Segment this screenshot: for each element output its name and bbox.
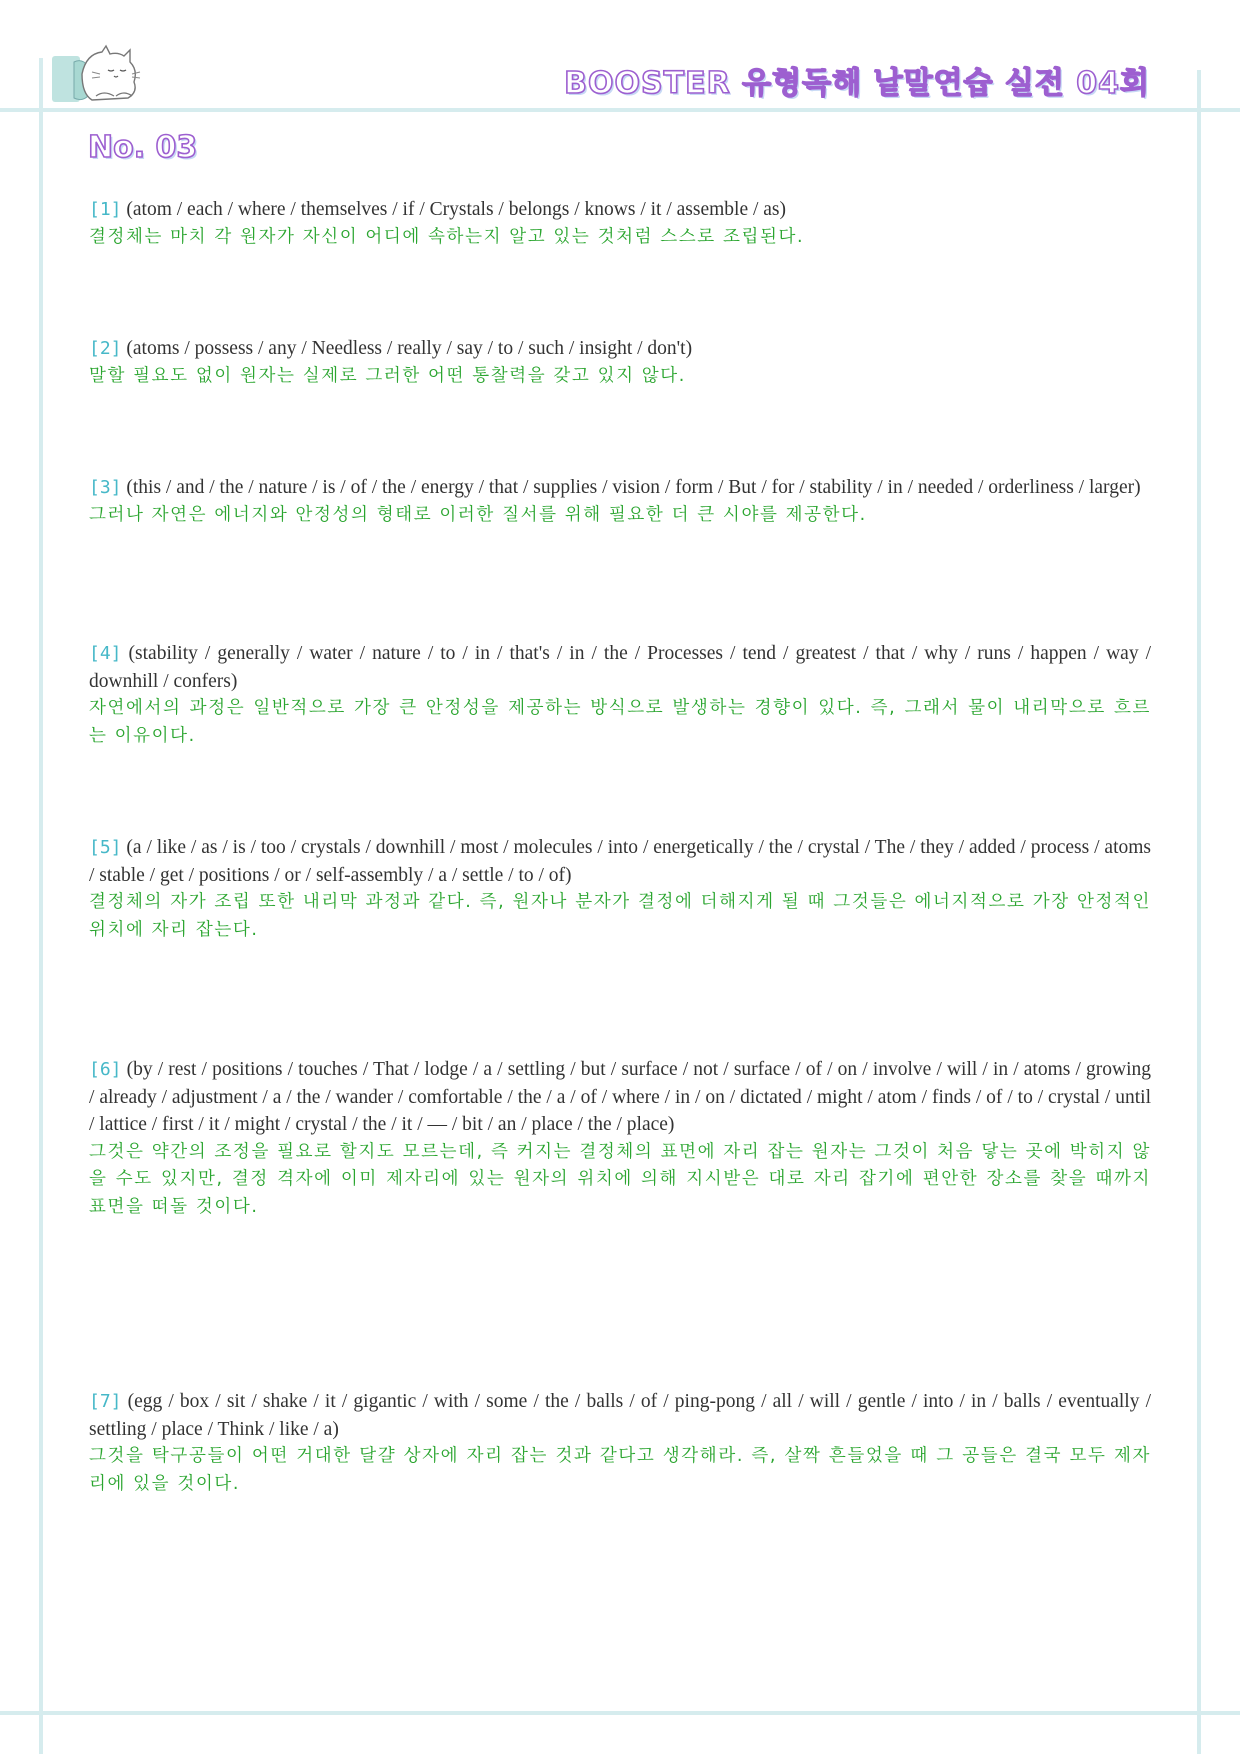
exercise-item-4 — [89, 640, 1151, 750]
korean-translation: 그러나 자연은 에너지와 안정성의 형태로 이러한 질서를 위해 필요한 더 큰 시야를 제공한다. — [89, 504, 867, 525]
exercise-item-2 — [89, 335, 1151, 390]
korean-translation: 결정체의 자가 조립 또한 내리막 과정과 같다. 즉, 원자나 분자가 결정에 더해지게 될 때 그것들은 에너지적으로 가장 안정적인 위치에 자리 잡는다. — [89, 892, 1151, 940]
scrambled-words: (atoms / possess / any / Needless / really / say / to / such / insight / don't) — [126, 338, 693, 359]
word-bank — [89, 335, 1151, 363]
item-number: [6] — [89, 1059, 122, 1080]
korean-translation: 자연에서의 과정은 일반적으로 가장 큰 안정성을 제공하는 방식으로 발생하는 경향이 있다. 즉, 그래서 물이 내리막으로 흐르는 이유이다. — [89, 698, 1151, 746]
scrambled-words: (a / like / as / is / too / crystals / downhill / most / molecules / into / energetically / the / crystal / The / they / added / process / atoms / stable / get / positions / or / self-assembly / a / settle / to / of) — [89, 837, 1152, 886]
item-number: [1] — [89, 199, 122, 220]
word-bank — [89, 1388, 1151, 1443]
korean-translation: 결정체는 마치 각 원자가 자신이 어디에 속하는지 알고 있는 것처럼 스스로 조립된다. — [89, 226, 805, 247]
exercise-item-7 — [89, 1388, 1151, 1498]
scrambled-words: (stability / generally / water / nature / to / in / that's / in / the / Processes / tend / greatest / that / why / runs / happen / way / downhill / confers) — [89, 643, 1152, 692]
section-number: No. 03 — [88, 130, 198, 165]
scrambled-words: (by / rest / positions / touches / That / lodge / a / settling / but / surface / not / surface / of / on / involve / will / in / atoms / growing / already / adjustment / a / the / wander / comfortable / the / a / of / where / in / on / dictated / might / atom / finds / of / to / crystal / until / lattice / first / it / might / crystal / the / it / — / bit / an / place / the / place) — [89, 1059, 1152, 1135]
scrambled-words: (this / and / the / nature / is / of / the / energy / that / supplies / vision / form / But / for / stability / in / needed / orderliness / larger) — [126, 477, 1141, 498]
right-margin-rule — [1197, 70, 1201, 1754]
word-bank — [89, 196, 1151, 224]
exercise-item-1 — [89, 196, 1151, 251]
word-bank — [89, 1056, 1151, 1139]
word-bank — [89, 834, 1151, 889]
korean-translation: 그것을 탁구공들이 어떤 거대한 달걀 상자에 자리 잡는 것과 같다고 생각해라. 즉, 살짝 흔들었을 때 그 공들은 결국 모두 제자리에 있을 것이다. — [89, 1446, 1151, 1494]
word-bank — [89, 474, 1151, 502]
left-margin-rule — [39, 58, 43, 1754]
item-number: [4] — [89, 643, 122, 664]
item-number: [3] — [89, 477, 122, 498]
exercise-item-6 — [89, 1056, 1151, 1221]
word-bank — [89, 640, 1151, 695]
korean-translation: 그것은 약간의 조정을 필요로 할지도 모르는데, 즉 커지는 결정체의 표면에 자리 잡는 원자는 그것이 처음 닿는 곳에 박히지 않을 수도 있지만, 결정 격자에 이미 제자리에 있는 원자의 위치에 의해 지시받은 대로 자리 잡기에 편안한 장소를 찾을 때까지 표면을 떠돌 것이다. — [89, 1141, 1151, 1217]
exercise-item-5 — [89, 834, 1151, 944]
page-title: BOOSTER 유형독해 낱말연습 실전 04회 — [564, 66, 1150, 101]
cat-logo-icon — [52, 44, 144, 104]
header-rule — [0, 108, 1240, 112]
item-number: [5] — [89, 837, 122, 858]
korean-translation: 말할 필요도 없이 원자는 실제로 그러한 어떤 통찰력을 갖고 있지 않다. — [89, 365, 686, 386]
item-number: [7] — [89, 1391, 122, 1412]
scrambled-words: (atom / each / where / themselves / if / Crystals / belongs / knows / it / assemble / as) — [126, 199, 787, 220]
scrambled-words: (egg / box / sit / shake / it / gigantic / with / some / the / balls / of / ping-pong / all / will / gentle / into / in / balls / eventually / settling / place / Think / like / a) — [89, 1391, 1152, 1440]
footer-rule — [0, 1711, 1240, 1715]
exercise-item-3 — [89, 474, 1151, 529]
item-number: [2] — [89, 338, 122, 359]
